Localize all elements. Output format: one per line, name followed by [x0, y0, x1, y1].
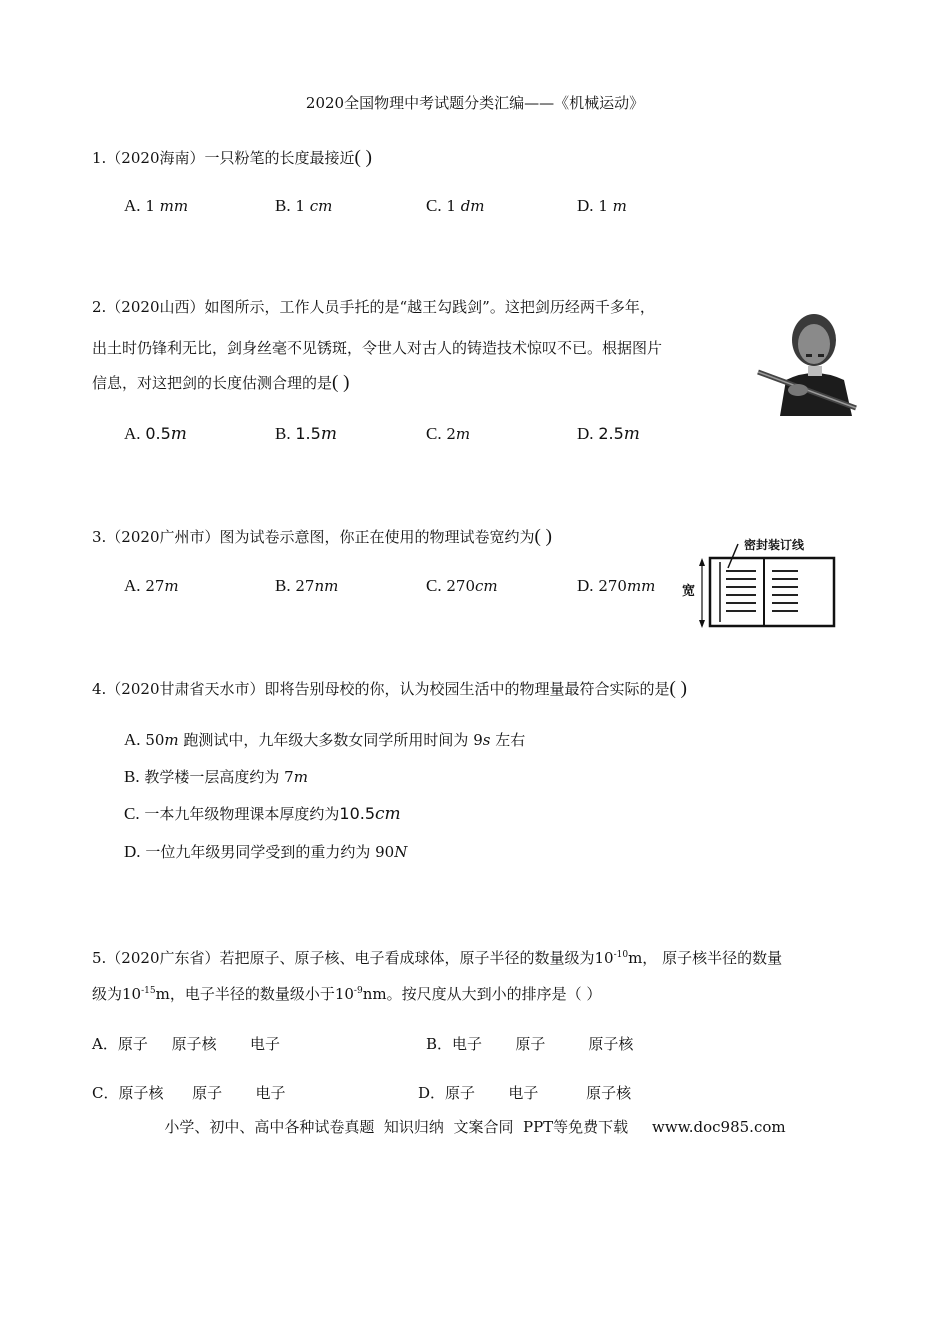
- sword-photo: [752, 310, 858, 416]
- q2-option-c: C. 2m: [426, 424, 471, 443]
- q1-option-c: C. 1 dm: [426, 196, 485, 215]
- q5-option-b: B．电子 原子 原子核: [426, 1035, 634, 1053]
- question-2-line-3: 信息，对这把剑的长度估测合理的是( ): [92, 372, 350, 393]
- binding-line-label: 密封装订线: [744, 538, 805, 552]
- question-5-line-1: 5.（2020广东省）若把原子、原子核、电子看成球体，原子半径的数量级为$10^{-10}m$， 原子核半径的数量: [92, 949, 783, 967]
- width-label: 宽: [682, 584, 696, 599]
- q5-option-c: C．原子核 原子 电子: [92, 1084, 286, 1102]
- q4-option-c: C. 一本九年级物理课本厚度约为10.5cm: [124, 804, 401, 824]
- question-2-line-1: 2.（2020山西）如图所示，工作人员手托的是“越王勾践剑”。这把剑历经两千多年，: [92, 298, 655, 316]
- q5-option-a: A．原子 原子核 电子: [92, 1035, 281, 1053]
- footer-banner: 小学、初中、高中各种试卷真题 知识归纳 文案合同 PPT等免费下载 www.doc985.com: [164, 1118, 786, 1136]
- q4-option-a: A. 50m 跑测试中，九年级大多数女同学所用时间为 9s 左右: [124, 730, 526, 749]
- q1-option-a: A. 1 mm: [124, 196, 189, 215]
- page-title: 2020全国物理中考试题分类汇编——《机械运动》: [305, 94, 645, 112]
- q3-option-b: B. 27nm: [275, 576, 339, 595]
- question-4-stem: 4.（2020甘肃省天水市）即将告别母校的你，认为校园生活中的物理量最符合实际的是( ): [92, 678, 687, 699]
- answer-paren: ( ): [354, 147, 372, 168]
- q3-option-a: A. 27m: [124, 576, 179, 595]
- q2-option-d: D. 2.5m: [577, 424, 640, 444]
- q3-option-c: C. 270cm: [426, 576, 498, 595]
- exam-paper-diagram: [680, 536, 840, 632]
- q2-option-b: B. 1.5m: [275, 424, 337, 444]
- question-5-line-2: 级为$10^{-15}m$，电子半径的数量级小于$10^{-9}nm$。按尺度从大到小的排序是（ ）: [92, 985, 602, 1003]
- q2-option-a: A. 0.5m: [124, 424, 187, 444]
- q4-option-d: D. 一位九年级男同学受到的重力约为 90N: [124, 842, 408, 861]
- question-1-stem: [92, 141, 732, 175]
- q5-option-d: D．原子 电子 原子核: [418, 1084, 632, 1102]
- q4-option-b: B. 教学楼一层高度约为 7m: [124, 767, 308, 786]
- q1-option-b: B. 1 cm: [275, 196, 333, 215]
- q3-option-d: D. 270mm: [577, 576, 656, 595]
- question-2-line-2: 出土时仍锋利无比，剑身丝毫不见锈斑，令世人对古人的铸造技术惊叹不已。根据图片: [92, 339, 663, 357]
- q1-option-d: D. 1 m: [577, 196, 627, 215]
- exam-paper-figure: [680, 536, 840, 632]
- question-1-text: 1.（2020海南）一只粉笔的长度最接近: [92, 149, 355, 167]
- question-3-stem: 3.（2020广州市）图为试卷示意图，你正在使用的物理试卷宽约为( ): [92, 526, 552, 547]
